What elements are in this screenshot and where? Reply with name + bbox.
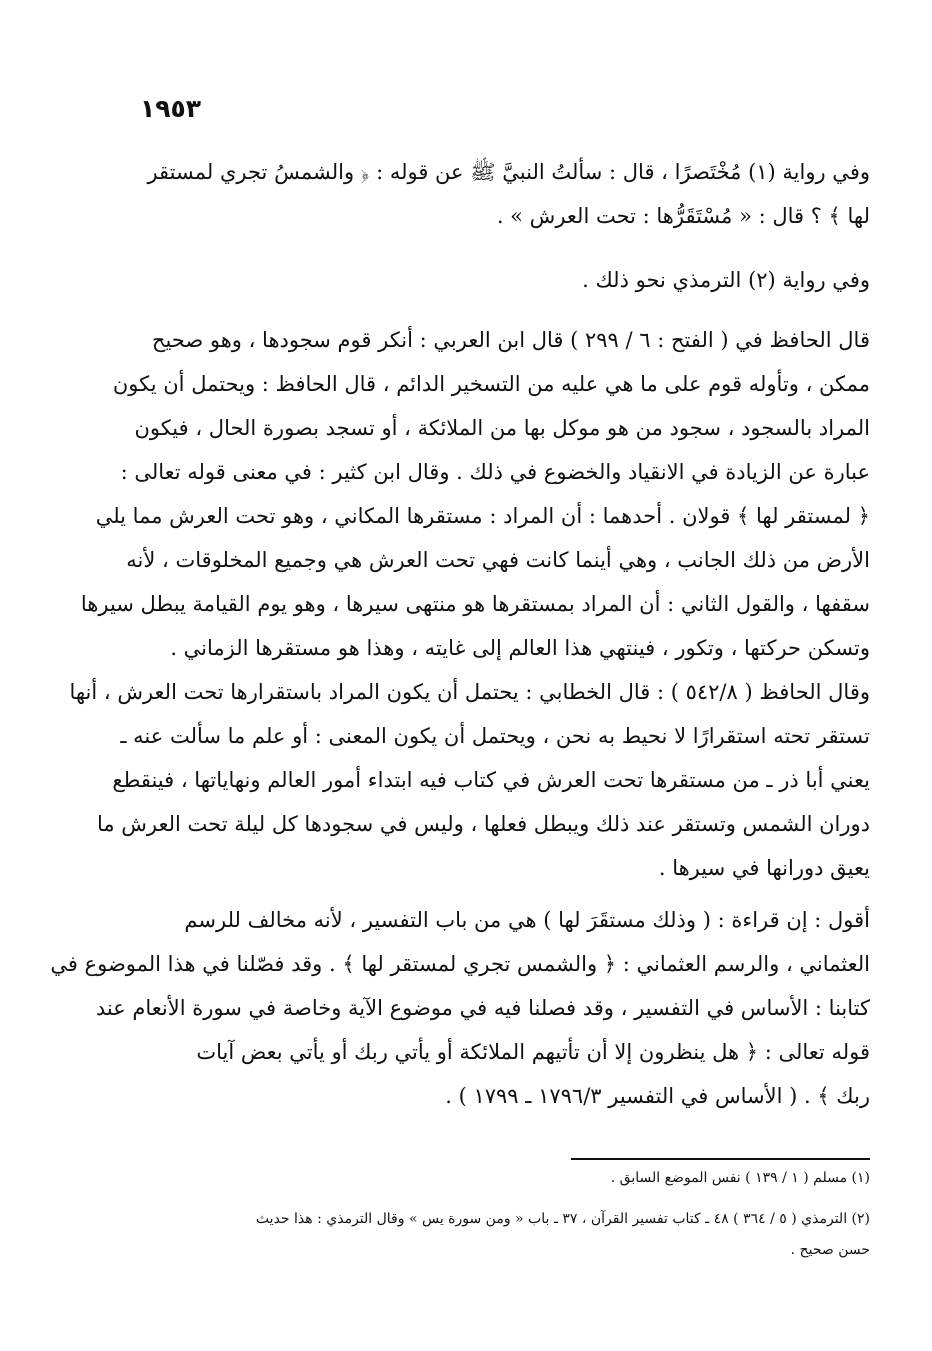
- text-line: تستقر تحته استقرارًا لا نحيط به نحن ، ويحتمل أن يكون المعنى : أو علم ما سألت عنه ـ: [120, 724, 870, 748]
- text-line: الأرض من ذلك الجانب ، وهي أينما كانت فهي تحت العرش هي وجميع المخلوقات ، لأنه: [126, 548, 870, 572]
- footnote-2: (٢) الترمذي ( ٥ / ٣٦٤ ) ٤٨ ـ كتاب تفسير القرآن ، ٣٧ ـ باب « ومن سورة يس » وقال الترمذي : هذا حديث: [255, 1211, 870, 1227]
- paragraph-tirmidhi: [142, 258, 870, 302]
- page-number: ١٩٥٣: [140, 94, 202, 123]
- text-line: وفي رواية (٢) الترمذي نحو ذلك .: [582, 268, 870, 292]
- text-line: سقفها ، والقول الثاني : أن المراد بمستقرها هو منتهى سيرها ، وهو يوم القيامة يبطل سيرها: [80, 592, 870, 616]
- text-line: العثماني ، والرسم العثماني : ﴿ والشمس تجري لمستقر لها ﴾ . وقد فصّلنا في هذا الموضوع في: [50, 952, 870, 976]
- text-line: وقال الحافظ ( ٥٤٢/٨ ) : قال الخطابي : يحتمل أن يكون المراد باستقرارها تحت العرش ، أنها: [69, 680, 870, 704]
- text-line: وفي رواية (١) مُخْتَصرًا ، قال : سألتُ النبيَّ ﷺ عن قوله : ﴿ والشمسُ تجري لمستقر: [147, 160, 870, 184]
- text-line: قوله تعالى : ﴿ هل ينظرون إلا أن تأتيهم الملائكة أو يأتي ربك أو يأتي بعض آيات: [196, 1040, 870, 1064]
- text-line: وتسكن حركتها ، وتكور ، فينتهي هذا العالم إلى غايته ، وهذا هو مستقرها الزماني .: [170, 636, 870, 660]
- text-line: ﴿ لمستقر لها ﴾ قولان . أحدهما : أن المراد : مستقرها المكاني ، وهو تحت العرش مما يلي: [95, 504, 870, 528]
- text-line: يعني أبا ذر ـ من مستقرها تحت العرش في كتاب فيه ابتداء أمور العالم ونهاياتها ، فينقطع: [112, 768, 870, 792]
- text-line: ممكن ، وتأوله قوم على ما هي عليه من التسخير الدائم ، قال الحافظ : ويحتمل أن يكون: [112, 372, 870, 396]
- text-line: دوران الشمس وتستقر عند ذلك ويبطل فعلها ، وليس في سجودها كل ليلة تحت العرش ما: [96, 812, 870, 836]
- text-line: قال الحافظ في ( الفتح : ٦ / ٢٩٩ ) قال ابن العربي : أنكر قوم سجودها ، وهو صحيح: [151, 328, 870, 352]
- paragraph-author-note: [50, 898, 870, 1118]
- footnote-2-continuation: حسن صحيح .: [790, 1242, 870, 1258]
- text-line: المراد بالسجود ، سجود من هو موكل بها من الملائكة ، أو تسجد بصورة الحال ، فيكون: [134, 416, 870, 440]
- footnote-1: (١) مسلم ( ١ / ١٣٩ ) نفس الموضع السابق .: [610, 1170, 870, 1186]
- paragraph-narration: [142, 150, 870, 238]
- text-line: كتابنا : الأساس في التفسير ، وقد فصلنا فيه في موضوع الآية وخاصة في سورة الأنعام عند: [95, 996, 870, 1020]
- text-line: ربك ﴾ . ( الأساس في التفسير ١٧٩٦/٣ ـ ١٧٩٩ ) .: [445, 1084, 870, 1108]
- text-line: لها ﴾ ؟ قال : « مُسْتَقَرُّها : تحت العرش » .: [496, 204, 870, 228]
- text-line: عبارة عن الزيادة في الانقياد والخضوع في ذلك . وقال ابن كثير : في معنى قوله تعالى :: [120, 460, 870, 484]
- text-line: يعيق دورانها في سيرها .: [658, 856, 870, 880]
- text-line: أقول : إن قراءة : ( وذلك مستقَرَ لها ) هي من باب التفسير ، لأنه مخالف للرسم: [184, 908, 870, 932]
- paragraph-hafiz-commentary: [69, 318, 870, 890]
- footnote-divider: [571, 1158, 870, 1160]
